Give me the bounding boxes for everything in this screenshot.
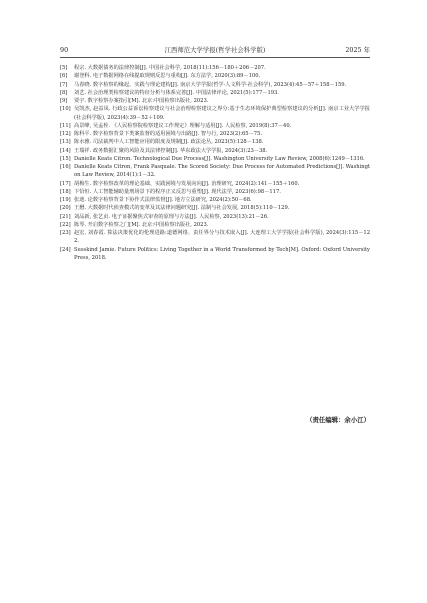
reference-text: 张迪. 论数字检察背景下协作式法律监督[J]. 地方立法研究, 2024(2):50－68. [74,197,252,203]
reference-text: 胡梅生. 数字检察改革的理论基础、实践困境与发展向向[J]. 治理研究, 2024(2):141－155＋160. [74,180,300,187]
reference-number: [22] [60,221,71,228]
reference-item [60,155,370,163]
reference-number: [18] [60,188,71,195]
reference-number: [11] [60,122,71,129]
reference-item [60,64,370,72]
reference-number: [5] [60,65,68,71]
reference-number: [6] [60,73,68,80]
reference-number: [10] [60,106,71,113]
reference-text: 赵宏, 刘春霞. 算法决策优化的伦理进路:道德网络、责任界分与技术嵌入[J]. 大连理工大学学报(社会科学版), 2024(3):115－122. [74,230,370,245]
reference-item [60,229,370,246]
header-divider [60,57,370,58]
reference-text: 刘艺. 社会治理类检察建议的特征分析与体系完善[J]. 中国法律评论, 2021(5):177－193. [74,89,280,96]
reference-text: 刘品新, 张艺贞. 电子证据聚焦式审查的原理与方法[J]. 人民检察, 2023(13):21－26. [74,213,269,220]
reference-item [60,122,370,130]
reference-text: 陈琴. 开启数字检察之门[M]. 北京:中国检察出版社, 2023. [74,221,209,228]
reference-item [60,163,370,180]
page-number: 90 [60,46,69,54]
reference-number: [23] [60,230,71,236]
responsible-editor-note: （责任编辑：余小江） [306,416,370,424]
reference-text: 王懋. 大数据时代侦查模式的变革及其法律问题研究[J]. 法制与社会发展, 2018(5):110－129. [74,205,290,212]
reference-item [60,81,370,89]
journal-title: 江西师范大学学报(哲学社会科学版) [164,46,266,54]
reference-text: 吴凯杰, 赵益凤. 行政公益诉讼检察建议与社会治理检察建议之界分:基于生态环境保护典型检察建议的分析[J]. 南京工业大学学报(社会科学版), 2023(4):39－52＋109. [74,106,370,121]
reference-item [60,147,370,155]
reference-number: [7] [60,81,68,88]
publication-year: 2025 年 [345,46,370,54]
reference-number: [14] [60,147,71,154]
reference-number: [21] [60,213,71,220]
reference-item [60,97,370,105]
reference-text: 程宗. 大数据债务的法律控制[J]. 中国社会科学, 2018(11):156－180＋206－207. [74,65,266,71]
reference-text: 马春晓. 数字检察的缘起、实践与理论建构[J]. 南京大学学报(哲学·人文科学·社会科学), 2023(4):45－57＋158－159. [74,81,347,88]
reference-item [60,138,370,146]
reference-text: 王瑞祥. 政务数据汇聚的风险及其法律控制[J]. 华东政法大学学报, 2024(3):23－38. [74,147,268,154]
reference-number: [16] [60,164,71,170]
reference-item [60,196,370,204]
reference-item [60,213,370,221]
reference-list [60,64,370,262]
reference-number: [9] [60,98,68,104]
reference-number: [12] [60,131,71,137]
reference-text: Danielle Keats Citron. Technological Due Process[J]. Washington University Law Review, 2008(6):1249－1316. [74,155,365,162]
reference-number: [15] [60,155,71,162]
reference-number: [13] [60,139,71,146]
reference-text: 贾宇. 数字检察办案指引[M]. 北京:中国检察出版社, 2023. [74,98,209,104]
reference-text: 卞恰恒. 人工智能辅助量刑场景下的程序正义反思与重塑[J]. 现代法学, 2023(6):98－117. [74,188,281,195]
reference-item [60,188,370,196]
reference-item [60,130,370,138]
reference-number: [20] [60,205,71,212]
reference-text: 高景峰, 吴孟栓. 《人民检察院检察建议工作规定》理解与适用[J]. 人民检察, 2019(8):37－40. [74,122,292,129]
reference-item [60,246,370,263]
running-header [60,44,370,56]
reference-item [60,221,370,229]
reference-number: [17] [60,180,71,187]
reference-text: Susskind Jamie. Future Politics: Living Together in a World Transformed by Tech[M]. Oxford: Oxford University Press, 2018. [74,246,370,261]
reference-item [60,89,370,97]
reference-text: 陈科平. 数字检察背景下类案监督的适用困境与出路[J]. 智与行, 2023(2):65－75. [74,131,263,137]
reference-number: [24] [60,246,71,253]
reference-number: [8] [60,89,68,96]
reference-text: Danielle Keats Citron, Frank Pasquale. The Scored Society: Due Process for Automated Predictions[J]. Washington Law Review, 2014(1):1－32. [74,164,370,179]
reference-number: [19] [60,197,71,203]
reference-item [60,180,370,188]
reference-item [60,105,370,122]
reference-item [60,204,370,212]
reference-text: 谢登科. 电子数据网络在线提取规则反思与重构[J]. 东方法学, 2020(3):89－100. [74,73,261,80]
reference-text: 陈水雅. 司法裁判中人工智能应用的限度及规制[J]. 政法论丛, 2023(5):128－138. [74,139,264,146]
reference-item [60,72,370,80]
